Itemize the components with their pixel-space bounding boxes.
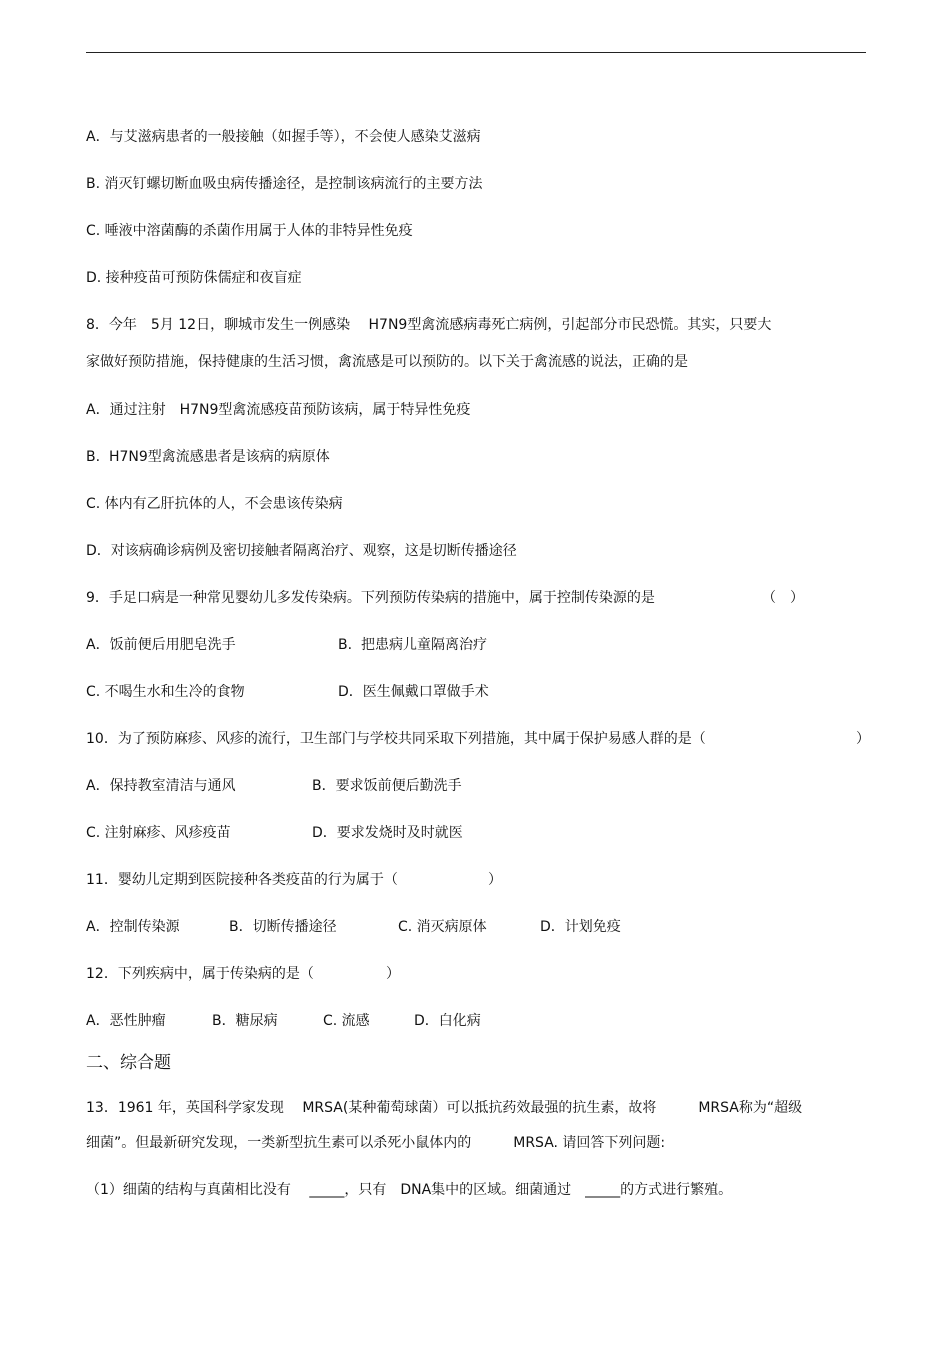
section-heading: 二、综合题 — [86, 1053, 171, 1073]
q11-option-c: C. 消灭病原体 — [398, 919, 487, 935]
q7-option-d: D. 接种疫苗可预防侏儒症和夜盲症 — [86, 270, 302, 286]
q8-option-d: D．对该病确诊病例及密切接触者隔离治疗、观察，这是切断传播途径 — [86, 543, 517, 559]
header-rule — [86, 52, 866, 53]
q9-answer-blank: （ ） — [762, 590, 804, 606]
q11-option-b: B．切断传播途径 — [229, 919, 337, 935]
q7-option-b: B. 消灭钉螺切断血吸虫病传播途径，是控制该病流行的主要方法 — [86, 176, 483, 192]
q12-option-a: A．恶性肿瘤 — [86, 1013, 166, 1029]
q10-option-c: C. 注射麻疹、风疹疫苗 — [86, 825, 231, 841]
q13-stem-line1: 13．1961 年，英国科学家发现 MRSA(某种葡萄球菌）可以抵抗药效最强的抗生素，故将 MRSA称为“超级 — [86, 1100, 803, 1116]
q11-answer-close: ） — [488, 872, 502, 888]
q13-subquestion-1: （1）细菌的结构与真菌相比没有 _____，只有 DNA集中的区域。细菌通过 _____的方式进行繁殖。 — [86, 1182, 733, 1198]
q8-stem-line2: 家做好预防措施，保持健康的生活习惯，禽流感是可以预防的。以下关于禽流感的说法，正确的是 — [86, 354, 688, 370]
q12-answer-close: ） — [386, 966, 400, 982]
q13-stem-line2: 细菌”。但最新研究发现，一类新型抗生素可以杀死小鼠体内的 MRSA. 请回答下列问题: — [86, 1135, 666, 1151]
q9-option-b: B. 把患病儿童隔离治疗 — [338, 637, 487, 653]
q10-option-b: B．要求饭前便后勤洗手 — [312, 778, 462, 794]
q7-option-a: A．与艾滋病患者的一般接触（如握手等），不会使人感染艾滋病 — [86, 129, 481, 145]
q9-option-c: C. 不喝生水和生冷的食物 — [86, 684, 245, 700]
q12-option-c: C. 流感 — [323, 1013, 370, 1029]
q10-answer-close: ） — [856, 731, 870, 747]
q9-stem: 9．手足口病是一种常见婴幼儿多发传染病。下列预防传染病的措施中，属于控制传染源的是 — [86, 590, 655, 606]
q11-option-d: D．计划免疫 — [540, 919, 621, 935]
q10-option-a: A．保持教室清洁与通风 — [86, 778, 236, 794]
q7-option-c: C. 唾液中溶菌酶的杀菌作用属于人体的非特异性免疫 — [86, 223, 413, 239]
q12-stem: 12．下列疾病中，属于传染病的是（ — [86, 966, 314, 982]
q8-option-a: A．通过注射 H7N9型禽流感疫苗预防该病，属于特异性免疫 — [86, 402, 471, 418]
q11-option-a: A．控制传染源 — [86, 919, 180, 935]
q8-stem-line1: 8．今年 5月 12日，聊城市发生一例感染 H7N9型禽流感病毒死亡病例，引起部分市民恐慌。其实，只要大 — [86, 317, 772, 333]
q12-option-d: D．白化病 — [414, 1013, 481, 1029]
q11-stem: 11．婴幼儿定期到医院接种各类疫苗的行为属于（ — [86, 872, 398, 888]
q10-stem: 10．为了预防麻疹、风疹的流行，卫生部门与学校共同采取下列措施，其中属于保护易感人群的是（ — [86, 731, 706, 747]
q8-option-b: B. H7N9型禽流感患者是该病的病原体 — [86, 449, 330, 465]
q8-option-c: C. 体内有乙肝抗体的人，不会患该传染病 — [86, 496, 343, 512]
q9-option-a: A．饭前便后用肥皂洗手 — [86, 637, 236, 653]
q9-option-d: D．医生佩戴口罩做手术 — [338, 684, 489, 700]
q12-option-b: B．糖尿病 — [212, 1013, 278, 1029]
q10-option-d: D．要求发烧时及时就医 — [312, 825, 463, 841]
